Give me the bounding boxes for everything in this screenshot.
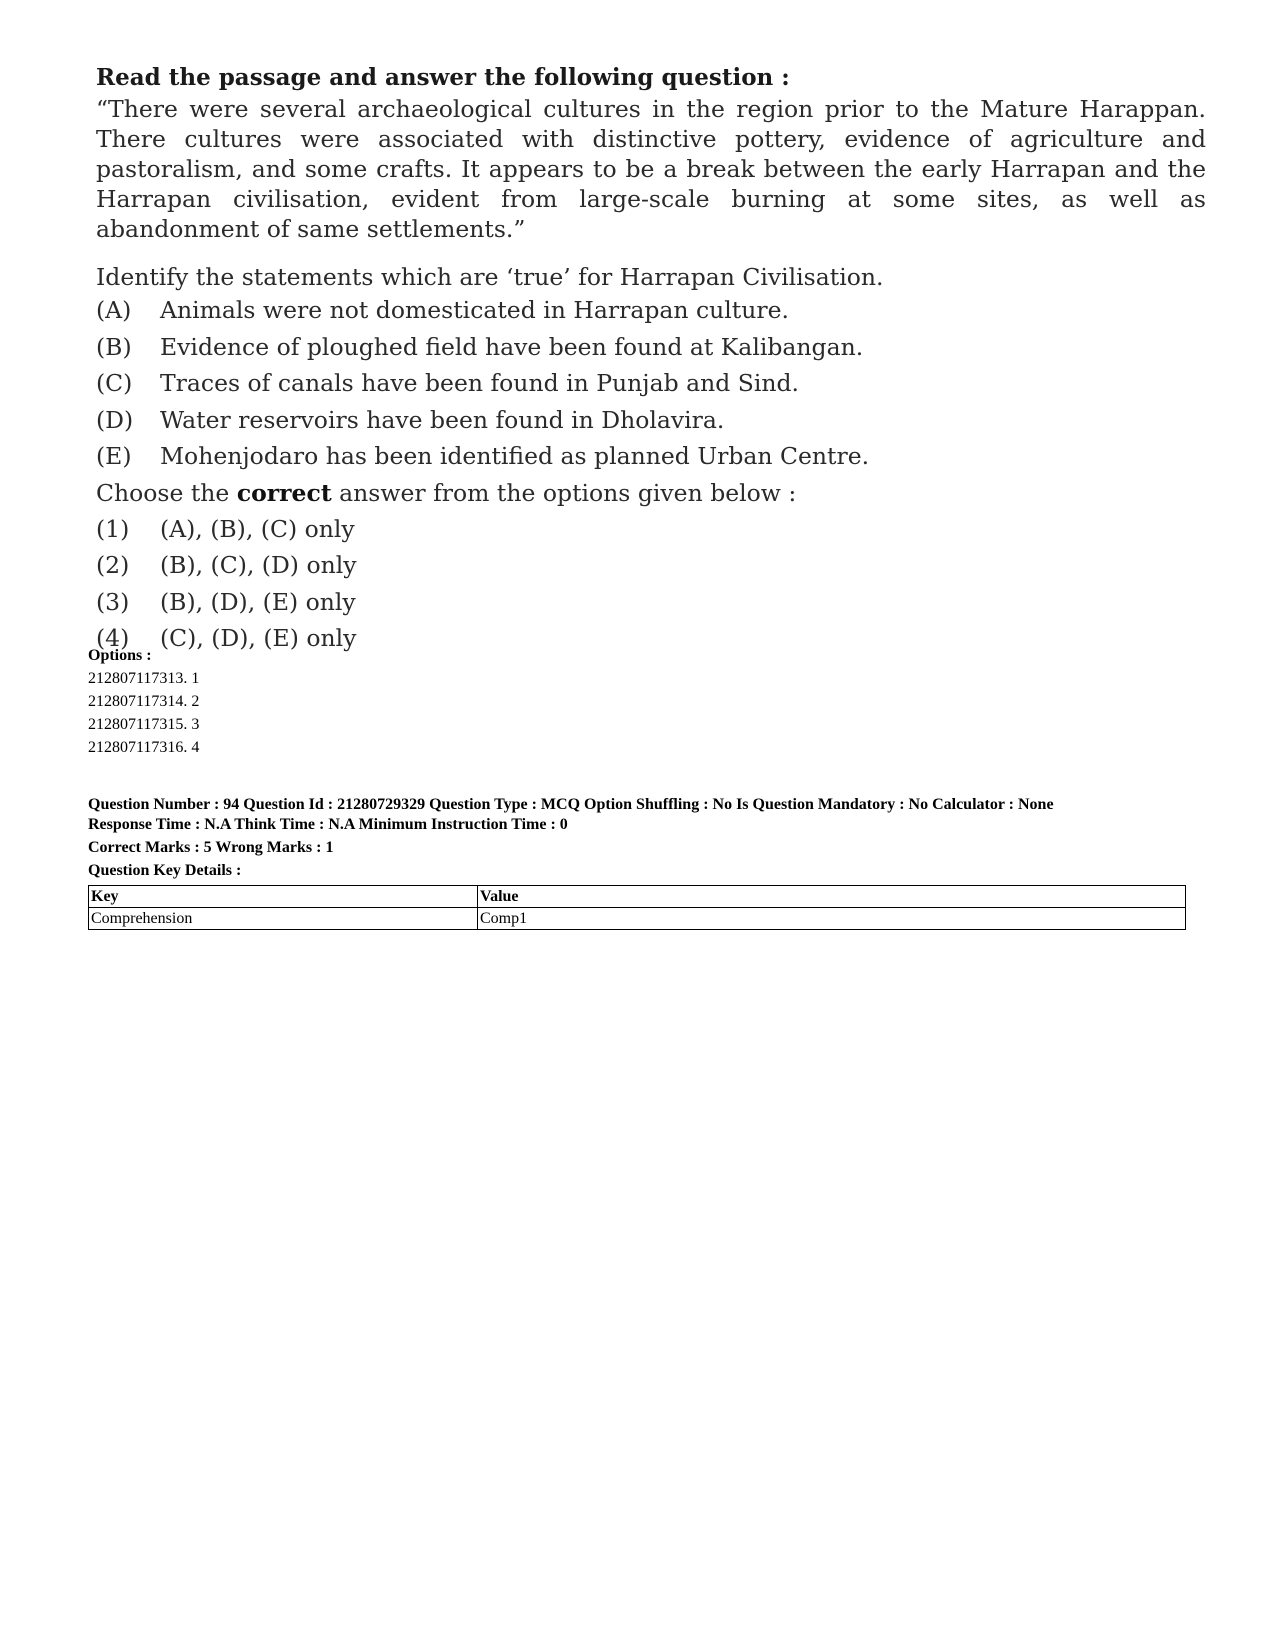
table-header-cell: Value	[478, 886, 1186, 908]
marks-line: Correct Marks : 5 Wrong Marks : 1	[88, 839, 334, 856]
statement-text: Animals were not domesticated in Harrapan culture.	[160, 296, 789, 324]
statement-text: Evidence of ploughed field have been found at Kalibangan.	[160, 332, 864, 361]
table-row	[89, 908, 1186, 930]
answer-item	[96, 584, 1206, 621]
statement-text: Water reservoirs have been found in Dholavira.	[160, 405, 725, 434]
statement-label: (D)	[96, 405, 134, 434]
option-id: 212807117316. 4	[88, 739, 200, 756]
table-cell: Comprehension	[89, 908, 478, 930]
answer-label: (1)	[96, 514, 130, 543]
answer-item	[96, 511, 1206, 548]
statement-item	[96, 292, 1206, 329]
statement-label: (A)	[96, 296, 132, 324]
option-id: 212807117313. 1	[88, 670, 200, 687]
passage-text: “There were several archaeological cultures in the region prior to the Mature Harappan. There cultures were associated with distinctive pottery, evidence of agriculture and pastoralism, and some crafts. It appears to be a break between the early Harrapan and the Harrapan civilisation, evident from large-scale burning at some sites, as well as abandonment of same settlements.”	[96, 95, 1206, 243]
statement-label: (B)	[96, 332, 132, 361]
choose-instruction	[96, 475, 1206, 511]
table-header-cell: Key	[89, 886, 478, 908]
statement-item	[96, 365, 1206, 402]
choose-text-post: answer from the options given below :	[331, 478, 797, 507]
statement-item	[96, 402, 1206, 439]
key-details-title: Question Key Details :	[88, 862, 242, 879]
options-section	[88, 644, 199, 759]
statement-list	[96, 292, 1206, 475]
answer-item	[96, 620, 1206, 657]
choose-text-pre: Choose the	[96, 478, 237, 507]
key-details-table	[88, 885, 1186, 930]
answer-text: (A), (B), (C) only	[160, 514, 355, 543]
question-details-line2: Response Time : N.A Think Time : N.A Minimum Instruction Time : 0	[88, 816, 568, 833]
question-heading: Read the passage and answer the following question :	[96, 64, 790, 91]
answer-list	[96, 511, 1206, 657]
table-cell: Comp1	[478, 908, 1186, 930]
choose-text-bold: correct	[236, 478, 332, 507]
question-details-line1: Question Number : 94 Question Id : 21280729329 Question Type : MCQ Option Shuffling : No Is Question Mandatory : No Calculator : None	[88, 796, 1054, 813]
statement-text: Mohenjodaro has been identified as planned Urban Centre.	[160, 442, 870, 470]
option-id: 212807117314. 2	[88, 693, 200, 710]
question-block	[96, 62, 1206, 657]
answer-label: (2)	[96, 551, 130, 579]
statement-text: Traces of canals have been found in Punjab and Sind.	[160, 369, 800, 397]
statement-label: (E)	[96, 442, 132, 470]
identify-instruction: Identify the statements which are ‘true’ for Harrapan Civilisation.	[96, 263, 884, 291]
answer-label: (4)	[96, 624, 130, 652]
answer-label: (3)	[96, 587, 130, 616]
answer-text: (C), (D), (E) only	[160, 624, 357, 652]
statement-label: (C)	[96, 369, 133, 397]
question-details	[88, 795, 1054, 881]
option-id: 212807117315. 3	[88, 716, 200, 733]
answer-text: (B), (C), (D) only	[160, 551, 357, 579]
statement-item	[96, 438, 1206, 475]
options-title: Options :	[88, 647, 152, 664]
answer-item	[96, 547, 1206, 584]
answer-text: (B), (D), (E) only	[160, 587, 356, 616]
table-header-row	[89, 886, 1186, 908]
statement-item	[96, 329, 1206, 366]
